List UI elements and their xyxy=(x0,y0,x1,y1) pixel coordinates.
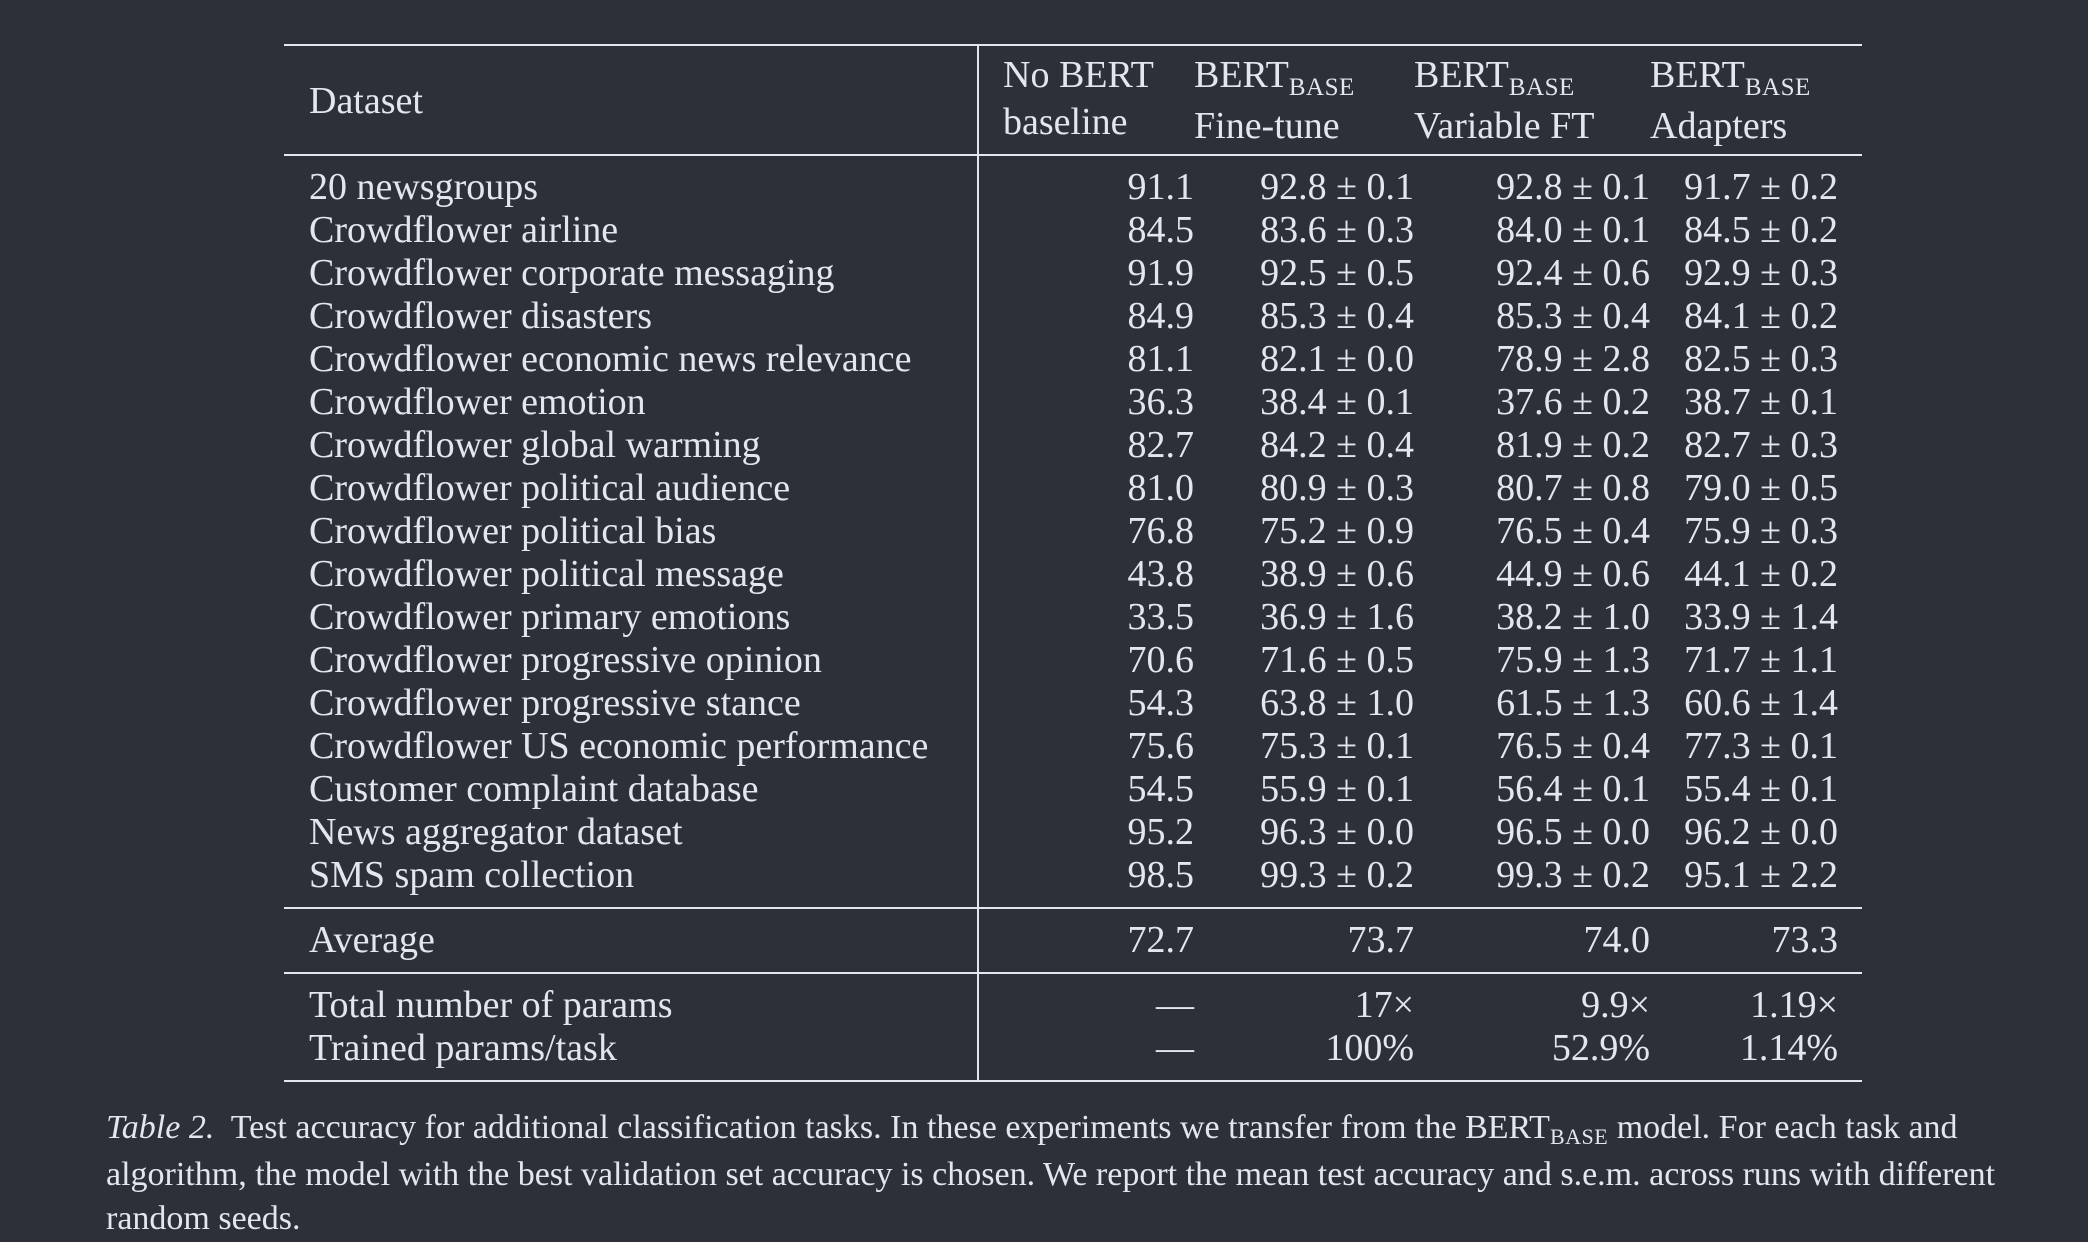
table-row xyxy=(284,510,1862,553)
accuracy-cell: 99.3 ± 0.2 xyxy=(1260,854,1414,896)
accuracy-cell: 82.7 xyxy=(1127,424,1194,466)
table-row xyxy=(284,424,1862,467)
dataset-name: Crowdflower economic news relevance xyxy=(284,338,978,381)
accuracy-cell: 84.2 ± 0.4 xyxy=(1260,424,1414,466)
accuracy-cell: 92.4 ± 0.6 xyxy=(1496,252,1650,294)
accuracy-cell: 83.6 ± 0.3 xyxy=(1260,209,1414,251)
accuracy-cell: 75.3 ± 0.1 xyxy=(1260,725,1414,767)
accuracy-cell: 76.8 xyxy=(1127,510,1194,552)
caption-label: Table 2. xyxy=(106,1109,215,1146)
table-row xyxy=(284,156,1862,209)
accuracy-cell: 38.4 ± 0.1 xyxy=(1260,381,1414,423)
accuracy-cell: 91.1 xyxy=(1127,166,1194,208)
average-value: 73.7 xyxy=(1347,919,1414,961)
header-bert-adapters: $BERT_{BASE}$ Adapters xyxy=(1650,54,1811,147)
dataset-name: Crowdflower US economic performance xyxy=(284,725,978,768)
accuracy-cell: 33.5 xyxy=(1127,596,1194,638)
header-no-bert: No BERT baseline xyxy=(1003,54,1154,143)
accuracy-cell: 54.3 xyxy=(1127,682,1194,724)
accuracy-cell: 99.3 ± 0.2 xyxy=(1496,854,1650,896)
accuracy-cell: 38.7 ± 0.1 xyxy=(1684,381,1838,423)
average-label: Average xyxy=(284,909,978,972)
accuracy-cell: 44.1 ± 0.2 xyxy=(1684,553,1838,595)
results-table-grid xyxy=(284,46,1862,154)
header-row xyxy=(284,46,1862,154)
accuracy-cell: 95.2 xyxy=(1127,811,1194,853)
average-value: 74.0 xyxy=(1583,919,1650,961)
table-row xyxy=(284,381,1862,424)
accuracy-cell: 56.4 ± 0.1 xyxy=(1496,768,1650,810)
dataset-name: Crowdflower primary emotions xyxy=(284,596,978,639)
accuracy-cell: 85.3 ± 0.4 xyxy=(1496,295,1650,337)
params-value: 1.19× xyxy=(1750,984,1838,1026)
accuracy-cell: 95.1 ± 2.2 xyxy=(1684,854,1838,896)
average-value: 73.3 xyxy=(1771,919,1838,961)
bottom-rule xyxy=(284,1080,1862,1082)
accuracy-cell: 54.5 xyxy=(1127,768,1194,810)
accuracy-cell: 92.5 ± 0.5 xyxy=(1260,252,1414,294)
params-value: 52.9% xyxy=(1551,1027,1650,1069)
accuracy-cell: 84.1 ± 0.2 xyxy=(1684,295,1838,337)
accuracy-cell: 98.5 xyxy=(1127,854,1194,896)
table-row xyxy=(284,252,1862,295)
params-value: 9.9× xyxy=(1581,984,1650,1026)
average-section xyxy=(284,909,1862,972)
dataset-name: SMS spam collection xyxy=(284,854,978,907)
accuracy-cell: 75.9 ± 0.3 xyxy=(1684,510,1838,552)
accuracy-cell: 63.8 ± 1.0 xyxy=(1260,682,1414,724)
dataset-name: Crowdflower emotion xyxy=(284,381,978,424)
table-caption xyxy=(106,1106,2056,1241)
caption-subscript: BASE xyxy=(1549,1124,1609,1149)
average-row xyxy=(284,909,1862,972)
average-value: 72.7 xyxy=(1127,919,1194,961)
table-row xyxy=(284,854,1862,907)
accuracy-cell: 75.9 ± 1.3 xyxy=(1496,639,1650,681)
params-value: — xyxy=(1156,984,1194,1026)
params-row-trained xyxy=(284,1027,1862,1080)
dataset-name: Crowdflower political bias xyxy=(284,510,978,553)
table-row xyxy=(284,209,1862,252)
dataset-name: Crowdflower political message xyxy=(284,553,978,596)
header-dataset: Dataset xyxy=(284,46,978,154)
table-row xyxy=(284,682,1862,725)
accuracy-cell: 70.6 xyxy=(1127,639,1194,681)
accuracy-cell: 61.5 ± 1.3 xyxy=(1496,682,1650,724)
accuracy-cell: 36.9 ± 1.6 xyxy=(1260,596,1414,638)
params-value: 17× xyxy=(1354,984,1414,1026)
caption-text-b: model. For each task and algorithm, the model with the best validation set accuracy is chosen. We report the mean test accuracy and s.e.m. across runs with different random seeds. xyxy=(106,1109,1996,1237)
dataset-name: Crowdflower airline xyxy=(284,209,978,252)
table-row xyxy=(284,596,1862,639)
results-table xyxy=(284,44,1862,1082)
accuracy-cell: 96.5 ± 0.0 xyxy=(1496,811,1650,853)
accuracy-cell: 81.9 ± 0.2 xyxy=(1496,424,1650,466)
accuracy-cell: 55.9 ± 0.1 xyxy=(1260,768,1414,810)
accuracy-cell: 60.6 ± 1.4 xyxy=(1684,682,1838,724)
params-value: 100% xyxy=(1325,1027,1414,1069)
accuracy-cell: 37.6 ± 0.2 xyxy=(1496,381,1650,423)
accuracy-cell: 91.7 ± 0.2 xyxy=(1684,166,1838,208)
accuracy-cell: 84.5 xyxy=(1127,209,1194,251)
table-row xyxy=(284,295,1862,338)
header-bert-variable-ft: $BERT_{BASE}$ Variable FT xyxy=(1414,54,1595,147)
accuracy-cell: 96.3 ± 0.0 xyxy=(1260,811,1414,853)
accuracy-cell: 92.8 ± 0.1 xyxy=(1260,166,1414,208)
dataset-name: Crowdflower global warming xyxy=(284,424,978,467)
params-label: Trained params/task xyxy=(284,1027,978,1080)
dataset-name: Crowdflower progressive stance xyxy=(284,682,978,725)
accuracy-cell: 96.2 ± 0.0 xyxy=(1684,811,1838,853)
accuracy-cell: 92.8 ± 0.1 xyxy=(1496,166,1650,208)
accuracy-cell: 36.3 xyxy=(1127,381,1194,423)
accuracy-cell: 78.9 ± 2.8 xyxy=(1496,338,1650,380)
accuracy-cell: 84.0 ± 0.1 xyxy=(1496,209,1650,251)
accuracy-cell: 81.0 xyxy=(1127,467,1194,509)
accuracy-cell: 84.5 ± 0.2 xyxy=(1684,209,1838,251)
accuracy-cell: 43.8 xyxy=(1127,553,1194,595)
accuracy-cell: 77.3 ± 0.1 xyxy=(1684,725,1838,767)
accuracy-cell: 38.2 ± 1.0 xyxy=(1496,596,1650,638)
dataset-name: Customer complaint database xyxy=(284,768,978,811)
dataset-name: Crowdflower disasters xyxy=(284,295,978,338)
dataset-name: Crowdflower political audience xyxy=(284,467,978,510)
accuracy-cell: 71.7 ± 1.1 xyxy=(1684,639,1838,681)
caption-text-a: Test accuracy for additional classification tasks. In these experiments we transfer from the BERT xyxy=(230,1109,1550,1146)
accuracy-cell: 76.5 ± 0.4 xyxy=(1496,725,1650,767)
accuracy-cell: 79.0 ± 0.5 xyxy=(1684,467,1838,509)
dataset-rows xyxy=(284,156,1863,907)
table-row xyxy=(284,725,1862,768)
accuracy-cell: 75.2 ± 0.9 xyxy=(1260,510,1414,552)
params-value: — xyxy=(1156,1027,1194,1069)
table-row xyxy=(284,553,1862,596)
accuracy-cell: 84.9 xyxy=(1127,295,1194,337)
accuracy-cell: 75.6 xyxy=(1127,725,1194,767)
accuracy-cell: 38.9 ± 0.6 xyxy=(1260,553,1414,595)
accuracy-cell: 44.9 ± 0.6 xyxy=(1496,553,1650,595)
table-row xyxy=(284,338,1862,381)
header-bert-finetune: $BERT_{BASE}$ Fine-tune xyxy=(1194,54,1355,147)
table-row xyxy=(284,811,1862,854)
dataset-name: Crowdflower corporate messaging xyxy=(284,252,978,295)
accuracy-cell: 76.5 ± 0.4 xyxy=(1496,510,1650,552)
accuracy-cell: 81.1 xyxy=(1127,338,1194,380)
accuracy-cell: 33.9 ± 1.4 xyxy=(1684,596,1838,638)
accuracy-cell: 82.7 ± 0.3 xyxy=(1684,424,1838,466)
accuracy-cell: 82.1 ± 0.0 xyxy=(1260,338,1414,380)
params-section xyxy=(284,974,1862,1080)
dataset-name: News aggregator dataset xyxy=(284,811,978,854)
accuracy-cell: 80.9 ± 0.3 xyxy=(1260,467,1414,509)
accuracy-cell: 80.7 ± 0.8 xyxy=(1496,467,1650,509)
dataset-name: 20 newsgroups xyxy=(284,156,978,209)
accuracy-cell: 82.5 ± 0.3 xyxy=(1684,338,1838,380)
params-label: Total number of params xyxy=(284,974,978,1027)
table-row xyxy=(284,639,1862,682)
accuracy-cell: 55.4 ± 0.1 xyxy=(1684,768,1838,810)
params-value: 1.14% xyxy=(1739,1027,1838,1069)
accuracy-cell: 91.9 xyxy=(1127,252,1194,294)
table-row xyxy=(284,768,1862,811)
dataset-name: Crowdflower progressive opinion xyxy=(284,639,978,682)
table-row xyxy=(284,467,1862,510)
accuracy-cell: 71.6 ± 0.5 xyxy=(1260,639,1414,681)
accuracy-cell: 85.3 ± 0.4 xyxy=(1260,295,1414,337)
accuracy-cell: 92.9 ± 0.3 xyxy=(1684,252,1838,294)
params-row-total xyxy=(284,974,1862,1027)
